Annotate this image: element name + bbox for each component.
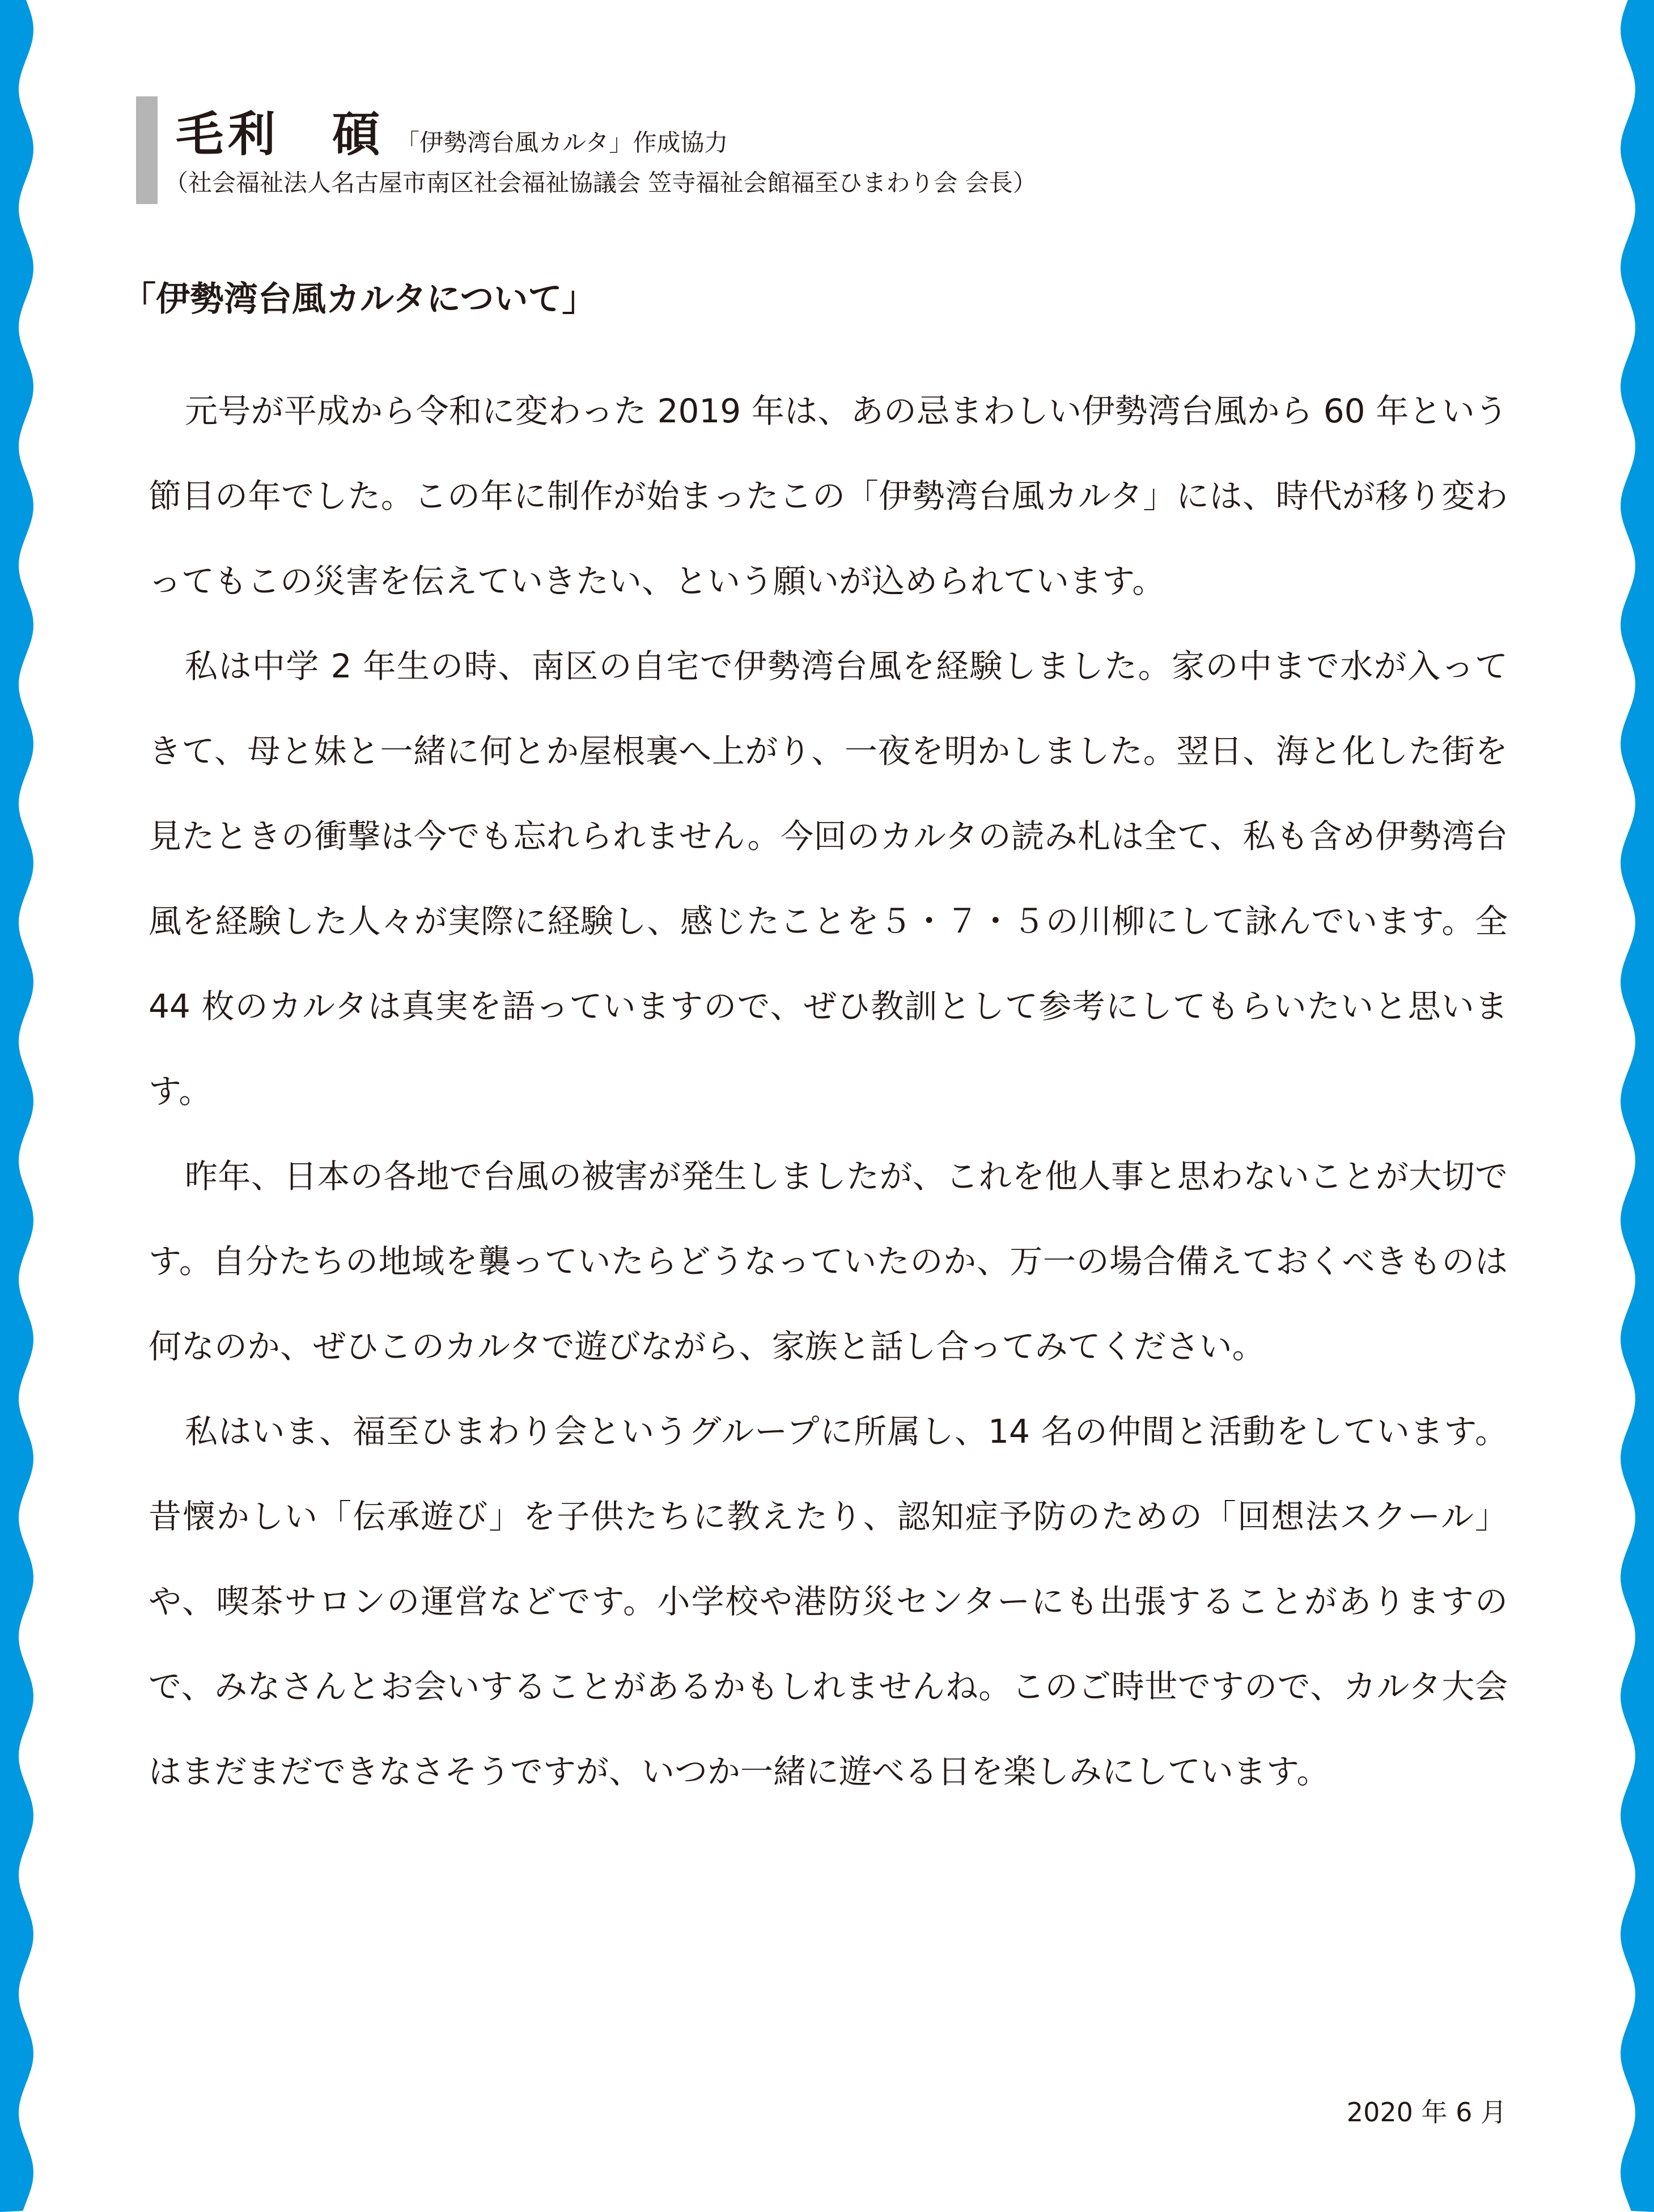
paragraph-1: 元号が平成から令和に変わった 2019 年は、あの忌まわしい伊勢湾台風から 60 年という節目の年でした。この年に制作が始まったこの「伊勢湾台風カルタ」には、時代が移り変わってもこの災害を伝えていきたい、という願いが込められています。 xyxy=(149,392,1508,600)
author-role: 「伊勢湾台風カルタ」作成協力 xyxy=(396,129,728,156)
paragraph-4: 私はいま、福至ひまわり会というグループに所属し、14 名の仲間と活動をしています。昔懐かしい「伝承遊び」を子供たちに教えたり、認知症予防のための「回想法スクール」や、喫茶サロンの運営などです。小学校や港防災センターにも出張することがありますので、みなさんとお会いすることがあるかもしれませんね。このご時世ですので、カルタ大会はまだまだできなさそうですが、いつか一緒に遊べる日を楽しみにしています。 xyxy=(149,1412,1508,1791)
header-accent-bar xyxy=(136,96,158,204)
body-text xyxy=(149,368,1508,1814)
date: 2020 年 6 月 xyxy=(1346,2097,1507,2128)
author-header xyxy=(136,96,1530,204)
left-wave-border xyxy=(0,0,45,2212)
right-wave-shape xyxy=(1621,0,1654,2212)
paragraph-2: 私は中学 2 年生の時、南区の自宅で伊勢湾台風を経験しました。家の中まで水が入ってきて、母と妹と一緒に何とか屋根裏へ上がり、一夜を明かしました。翌日、海と化した街を見たときの衝撃は今でも忘れられません。今回のカルタの読み札は全て、私も含め伊勢湾台風を経験した人々が実際に経験し、感じたことを５・７・５の川柳にして詠んでいます。全 44 枚のカルタは真実を語っていますので、ぜひ教訓として参考にしてもらいたいと思います。 xyxy=(149,647,1508,1111)
paragraph-3: 昨年、日本の各地で台風の被害が発生しましたが、これを他人事と思わないことが大切です。自分たちの地域を襲っていたらどうなっていたのか、万一の場合備えておくべきものは何なのか、ぜひこのカルタで遊びながら、家族と話し合ってみてください。 xyxy=(149,1157,1508,1366)
right-wave-border xyxy=(1609,0,1654,2212)
section-title: 「伊勢湾台風カルタについて」 xyxy=(122,279,596,319)
author-organization: （社会福祉法人名古屋市南区社会福祉協議会 笠寺福祉会館福至ひまわり会 会長） xyxy=(164,169,1037,197)
left-wave-shape xyxy=(0,0,33,2212)
author-name: 毛利 碩 xyxy=(176,107,385,162)
author-line xyxy=(176,96,728,162)
